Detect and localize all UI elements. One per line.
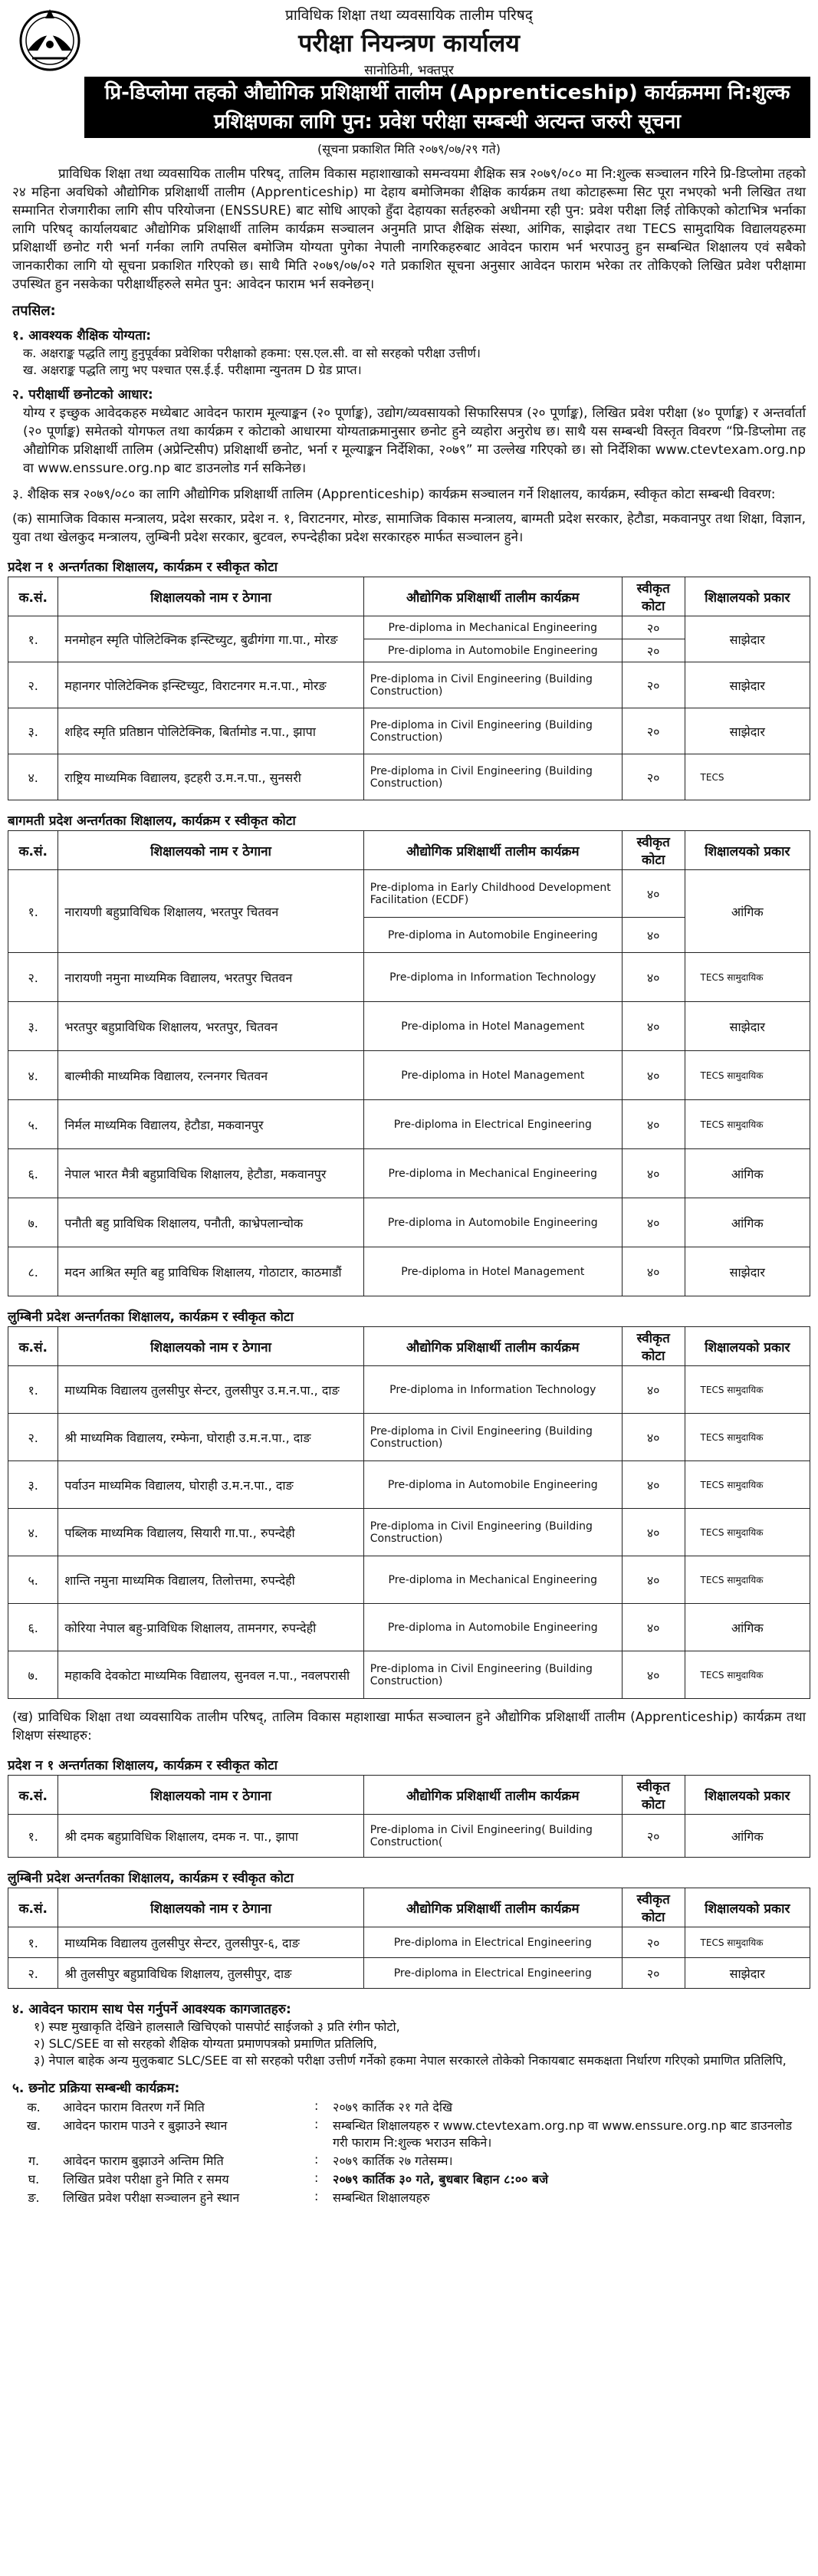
table-row (8, 1604, 810, 1651)
row-school-name: माध्यमिक विद्यालय तुलसीपुर सेन्टर, तुलसीपुर उ.म.न.पा., दाङ (58, 1366, 363, 1414)
row-school-name: नेपाल भारत मैत्री बहुप्राविधिक शिक्षालय, हेटौडा, मकवानपुर (58, 1149, 363, 1198)
row-school-type: TECS सामुदायिक (685, 1927, 810, 1958)
table-row (8, 616, 810, 639)
table-row (8, 953, 810, 1002)
office-address: सानोठिमी, भक्तपुर (364, 63, 454, 78)
row-serial: २. (8, 1958, 58, 1989)
schedule-key: क. (27, 2100, 41, 2114)
schedule-key: ग. (28, 2154, 40, 2168)
bag-table (8, 830, 810, 1296)
row-school-type: आंगिक (685, 1815, 810, 1858)
row-serial: ७. (8, 1651, 58, 1699)
table-row (8, 870, 810, 918)
table-header-row (8, 1888, 810, 1927)
schedule-key: घ. (28, 2172, 40, 2187)
column-header-school: शिक्षालयको नाम र ठेगाना (58, 1327, 363, 1366)
intro-paragraph: प्राविधिक शिक्षा तथा व्यवसायिक तालीम परिषद्, तालिम विकास महाशाखाको समन्वयमा शैक्षिक सत्र २०७९/०८० मा नि:शुल्क सञ्चालन गरिने प्रि-डिप्लोमा तहको २४ महिना अवधिको औद्योगिक प्रशिक्षार्थी तालीम (Apprenticeship) मा देहाय बमोजिमका शैक्षिक कार्यक्रम तथा कोटाहरूमा सिट पूरा नभएको भनी लिखित तथा सम्मानित रोजगारीका लागि सीप परियोजना (ENSSURE) बाट सोधि आएको हुँदा देहायका सर्तहरुको अधीनमा रही पुन: प्रवेश परीक्षा लिई तोकिएको कोटाभित्र भर्नाका लागि परिषद् कार्यालयबाट औद्योगिक प्रशिक्षार्थी तालिम कार्यक्रम सञ्चालन अनुमति प्राप्त शैक्षिक संस्था, आंगिक, साझेदार तथा TECS सामुदायिक विद्यालयहरुमा प्रशिक्षार्थी छनोट गरी भर्ना गर्नका लागि तपसिल बमोजिम योग्यता पुगेका नेपाली नागरिकहरुबाट आवेदन फाराम भर्न भरपाउनु हुन सम्बन्धित शिक्षालय एवं सबैको जानकारीका लागि यो सूचना प्रकाशित गरिएको छ। साथै मिति २०७९/०७/०२ गते प्रकाशित सूचना अनुसार आवेदन फाराम भरेका तर तोकिएको लिखित प्रवेश परीक्षामा उपस्थित हुन नसकेका परीक्षार्थीहरुले समेत पुन: आवेदन फाराम भर्न सक्नेछन्। (12, 166, 806, 292)
column-header-program: औद्योगिक प्रशिक्षार्थी तालीम कार्यक्रम (363, 577, 622, 616)
column-header-type: शिक्षालयको प्रकार (685, 577, 810, 616)
qualification-heading: १. आवश्यक शैक्षिक योग्यता: (12, 328, 152, 343)
banner-line-2: प्रशिक्षणका लागि पुन: प्रवेश परीक्षा सम्बन्धी अत्यन्त जरुरी सूचना (213, 110, 682, 133)
row-serial: ८. (8, 1247, 58, 1296)
banner-line-1: प्रि-डिप्लोमा तहको औद्योगिक प्रशिक्षार्थी तालीम (Apprenticeship) कार्यक्रममा नि:शुल्क (104, 81, 790, 104)
row-school-name: पब्लिक माध्यमिक विद्यालय, सियारी गा.पा., रुपन्देही (58, 1509, 363, 1556)
documents-line: १) स्पष्ट मुखाकृति देखिने हालसालै खिचिएको पासपोर्ट साईजको ३ प्रति रंगीन फोटो, (34, 2019, 400, 2034)
row-school-name: महाकवि देवकोटा माध्यमिक विद्यालय, सुनवल न.पा., नवलपरासी (58, 1651, 363, 1699)
row-school-type: TECS सामुदायिक (685, 1651, 810, 1699)
notice-header (8, 0, 810, 78)
column-header-quota: स्वीकृत कोटा (622, 1327, 685, 1366)
row-serial: ६. (8, 1149, 58, 1198)
row-serial: ३. (8, 1461, 58, 1509)
column-header-type: शिक्षालयको प्रकार (685, 1888, 810, 1927)
table-row (8, 1556, 810, 1604)
section3-ka-text: (क) सामाजिक विकास मन्त्रालय, प्रदेश सरकार, प्रदेश न. १, विराटनगर, मोरङ, सामाजिक विकास मन्त्रालय, बाग्मती प्रदेश सरकार, हेटौडा, मकवानपुर तथा शिक्षा, विज्ञान, युवा तथा खेलकुद मन्त्रालय, लुम्बिनी प्रदेश सरकार, बुटवल, रुपन्देहीका प्रदेश सरकारहरु मार्फत सञ्चालन हुने। (12, 511, 806, 545)
schedule-row (8, 2116, 810, 2151)
lum-table (8, 1326, 810, 1699)
row-quota: ४० (622, 1509, 685, 1556)
column-header-program: औद्योगिक प्रशिक्षार्थी तालीम कार्यक्रम (363, 1327, 622, 1366)
row-quota: ४० (622, 1149, 685, 1198)
column-header-type: शिक्षालयको प्रकार (685, 1327, 810, 1366)
column-header-school: शिक्षालयको नाम र ठेगाना (58, 1888, 363, 1927)
row-school-name: श्री माध्यमिक विद्यालय, रम्फेना, घोराही उ.म.न.पा., दाङ (58, 1414, 363, 1461)
schedule-row (8, 2098, 810, 2116)
schedule-value: सम्बन्धित शिक्षालयहरु (333, 2190, 430, 2205)
row-school-name: नारायणी बहुप्राविधिक शिक्षालय, भरतपुर चितवन (58, 870, 363, 953)
row-quota: २० (622, 1815, 685, 1858)
row-program: Pre-diploma in Civil Engineering( Building Construction( (363, 1815, 622, 1858)
row-serial: ५. (8, 1100, 58, 1149)
p1-table (8, 577, 810, 800)
schedule-row (8, 2170, 810, 2188)
row-school-name: शान्ति नमुना माध्यमिक विद्यालय, तिलोत्तमा, रुपन्देही (58, 1556, 363, 1604)
p1-table-title: प्रदेश न १ अन्तर्गतका शिक्षालय, कार्यक्रम र स्वीकृत कोटा (8, 560, 278, 575)
row-school-name: निर्मल माध्यमिक विद्यालय, हेटौडा, मकवानपुर (58, 1100, 363, 1149)
table-row (8, 1414, 810, 1461)
column-header-program: औद्योगिक प्रशिक्षार्थी तालीम कार्यक्रम (363, 1776, 622, 1815)
row-school-type: आंगिक (685, 1149, 810, 1198)
row-school-type: आंगिक (685, 1198, 810, 1247)
schedule-value: २०७९ कार्तिक ३० गते, बुधबार बिहान ८:०० बजे (333, 2172, 549, 2187)
row-program: Pre-diploma in Automobile Engineering (363, 1461, 622, 1509)
row-quota: ४० (622, 1247, 685, 1296)
row-school-type: आंगिक (685, 1604, 810, 1651)
bag-table-title: बागमती प्रदेश अन्तर्गतका शिक्षालय, कार्यक्रम र स्वीकृत कोटा (8, 813, 296, 829)
row-program: Pre-diploma in Automobile Engineering (363, 639, 622, 662)
row-school-type: साझेदार (685, 1958, 810, 1989)
schedule-label: लिखित प्रवेश परीक्षा सञ्चालन हुने स्थान (63, 2190, 240, 2205)
column-header-type: शिक्षालयको प्रकार (685, 831, 810, 870)
column-header-type: शिक्षालयको प्रकार (685, 1776, 810, 1815)
schedule-label: लिखित प्रवेश परीक्षा हुने मिति र समय (63, 2172, 229, 2187)
row-serial: १. (8, 1927, 58, 1958)
documents-heading: ४. आवेदन फाराम साथ पेस गर्नुपर्ने आवश्यक कागजातहरु: (12, 2002, 291, 2017)
column-header-quota: स्वीकृत कोटा (622, 1776, 685, 1815)
table-row (8, 1651, 810, 1699)
row-serial: ७. (8, 1198, 58, 1247)
row-quota: २० (622, 616, 685, 639)
row-quota: २० (622, 754, 685, 800)
schedule-value: २०७९ कार्तिक २१ गते देखि (333, 2100, 453, 2114)
schedule-colon: : (314, 2117, 319, 2131)
documents-line: ३) नेपाल बाहेक अन्य मुलुकबाट SLC/SEE वा सो सरहको परीक्षा उत्तीर्ण गर्नेको हकमा नेपाल सरकारले तोकेको निकायबाट समकक्षता निर्धारण गरिएको प्रमाणित प्रतिलिपि, (34, 2053, 787, 2068)
column-header-school: शिक्षालयको नाम र ठेगाना (58, 1776, 363, 1815)
schedule-colon: : (314, 2189, 319, 2203)
row-program: Pre-diploma in Hotel Management (363, 1247, 622, 1296)
table-row (8, 1461, 810, 1509)
row-program: Pre-diploma in Information Technology (363, 953, 622, 1002)
row-school-name: महानगर पोलिटेक्निक इन्स्टिच्युट, विराटनगर म.न.पा., मोरङ (58, 662, 363, 708)
row-quota: ४० (622, 1651, 685, 1699)
column-header-program: औद्योगिक प्रशिक्षार्थी तालीम कार्यक्रम (363, 1888, 622, 1927)
row-program: Pre-diploma in Early Childhood Development Facilitation (ECDF) (363, 870, 622, 918)
row-school-type: TECS सामुदायिक (685, 1051, 810, 1100)
row-program: Pre-diploma in Automobile Engineering (363, 1604, 622, 1651)
row-quota: २० (622, 1958, 685, 1989)
row-serial: ४. (8, 754, 58, 800)
row-quota: ४० (622, 1100, 685, 1149)
row-school-name: नारायणी नमुना माध्यमिक विद्यालय, भरतपुर चितवन (58, 953, 363, 1002)
row-program: Pre-diploma in Civil Engineering (Building Construction) (363, 1414, 622, 1461)
row-quota: ४० (622, 1604, 685, 1651)
row-program: Pre-diploma in Hotel Management (363, 1051, 622, 1100)
row-school-name: पर्वाउन माध्यमिक विद्यालय, घोराही उ.म.न.पा., दाङ (58, 1461, 363, 1509)
row-program: Pre-diploma in Electrical Engineering (363, 1927, 622, 1958)
office-name: परीक्षा नियन्त्रण कार्यालय (298, 28, 520, 58)
row-school-type: TECS (685, 754, 810, 800)
row-serial: २. (8, 953, 58, 1002)
row-serial: २. (8, 1414, 58, 1461)
row-quota: ४० (622, 953, 685, 1002)
selection-basis-text: योग्य र इच्छुक आवेदकहरु मध्येबाट आवेदन फाराम मूल्याङ्कन (२० पूर्णाङ्क), उद्योग/व्यवसायको सिफारिसपत्र (२० पूर्णाङ्क), लिखित प्रवेश परीक्षा (४० पूर्णाङ्क) र अन्तर्वार्ता (२० पूर्णाङ्क) समेतको योगफल तथा कार्यक्रम र कोटाको आधारमा योग्यताक्रमानुसार छनोट हुने व्यहोरा अनुरोध छ। साथै यस सम्बन्धी विस्तृत विवरण “प्रि-डिप्लोमा तह औद्योगिक प्रशिक्षार्थी तालिम (अप्रेन्टिसीप) प्रशिक्षार्थी छनोट, भर्ना र मूल्याङ्कन निर्देशिका, २०७९” मा उल्लेख गरिएको छ। सो निर्देशिका www.ctevtexam.org.np वा www.enssure.org.np बाट डाउनलोड गर्न सकिनेछ। (23, 406, 806, 476)
council-name: प्राविधिक शिक्षा तथा व्यवसायिक तालीम परिषद् (285, 7, 533, 24)
row-serial: १. (8, 870, 58, 953)
column-header-sn: क.सं. (8, 831, 58, 870)
row-school-type: साझेदार (685, 708, 810, 754)
table-row (8, 1366, 810, 1414)
row-program: Pre-diploma in Hotel Management (363, 1002, 622, 1051)
row-serial: १. (8, 1366, 58, 1414)
row-quota: ४० (622, 1002, 685, 1051)
row-serial: १. (8, 1815, 58, 1858)
row-quota: ४० (622, 1051, 685, 1100)
row-school-name: शहिद स्मृति प्रतिष्ठान पोलिटेक्निक, बिर्तामोड न.पा., झापा (58, 708, 363, 754)
row-school-name: राष्ट्रिय माध्यमिक विद्यालय, इटहरी उ.म.न.पा., सुनसरी (58, 754, 363, 800)
row-quota: ४० (622, 870, 685, 918)
column-header-sn: क.सं. (8, 1776, 58, 1815)
row-quota: ४० (622, 1461, 685, 1509)
table-row (8, 754, 810, 800)
table-header-row (8, 1776, 810, 1815)
row-quota: ४० (622, 918, 685, 953)
table-row (8, 1149, 810, 1198)
lumb-table-title: लुम्बिनी प्रदेश अन्तर्गतका शिक्षालय, कार्यक्रम र स्वीकृत कोटा (8, 1871, 294, 1886)
row-school-name: मदन आश्रित स्मृति बहु प्राविधिक शिक्षालय, गोठाटार, काठमाडौं (58, 1247, 363, 1296)
p1b-table (8, 1775, 810, 1858)
row-school-name: श्री तुलसीपुर बहुप्राविधिक शिक्षालय, तुलसीपुर, दाङ (58, 1958, 363, 1989)
row-serial: ६. (8, 1604, 58, 1651)
qualification-line: क. अक्षराङ्क पद्धति लागु हुनुपूर्वका प्रवेशिका परीक्षाको हकमा: एस.एल.सी. वा सो सरहको परीक्षा उत्तीर्ण। (23, 346, 481, 360)
schedule-key: ङ. (28, 2190, 40, 2205)
schedule-colon: : (314, 2170, 319, 2185)
row-quota: २० (622, 1927, 685, 1958)
row-school-type: साझेदार (685, 616, 810, 662)
table-row (8, 1927, 810, 1958)
table-row (8, 1100, 810, 1149)
documents-line: २) SLC/SEE वा सो सरहको शैक्षिक योग्यता प्रमाणपत्रको प्रमाणित प्रतिलिपि, (34, 2036, 377, 2051)
schedule-key: ख. (26, 2118, 41, 2133)
tapasil-heading: तपसिल: (12, 303, 56, 319)
table-row (8, 1002, 810, 1051)
row-serial: ४. (8, 1509, 58, 1556)
row-school-name: बाल्मीकी माध्यमिक विद्यालय, रत्ननगर चितवन (58, 1051, 363, 1100)
schedule-table (8, 2098, 810, 2206)
row-school-type: TECS सामुदायिक (685, 1461, 810, 1509)
row-serial: ४. (8, 1051, 58, 1100)
row-program: Pre-diploma in Electrical Engineering (363, 1100, 622, 1149)
row-program: Pre-diploma in Automobile Engineering (363, 918, 622, 953)
row-quota: ४० (622, 1366, 685, 1414)
p1b-table-title: प्रदेश न १ अन्तर्गतका शिक्षालय, कार्यक्रम र स्वीकृत कोटा (8, 1758, 278, 1773)
schedule-colon: : (314, 2098, 319, 2113)
column-header-program: औद्योगिक प्रशिक्षार्थी तालीम कार्यक्रम (363, 831, 622, 870)
row-program: Pre-diploma in Automobile Engineering (363, 1198, 622, 1247)
row-serial: १. (8, 616, 58, 662)
schedule-label: आवेदन फाराम बुझाउने अन्तिम मिति (63, 2154, 224, 2168)
row-school-type: आंगिक (685, 870, 810, 953)
column-header-quota: स्वीकृत कोटा (622, 577, 685, 616)
row-serial: ५. (8, 1556, 58, 1604)
row-school-name: माध्यमिक विद्यालय तुलसीपुर सेन्टर, तुलसीपुर-६, दाङ (58, 1927, 363, 1958)
row-school-name: मनमोहन स्मृति पोलिटेक्निक इन्स्टिच्युट, बुढीगंगा गा.पा., मोरङ (58, 616, 363, 662)
row-quota: २० (622, 639, 685, 662)
table-header-row (8, 1327, 810, 1366)
schedule-heading: ५. छनोट प्रक्रिया सम्बन्धी कार्यक्रम: (12, 2081, 180, 2096)
row-serial: २. (8, 662, 58, 708)
column-header-sn: क.सं. (8, 1888, 58, 1927)
table-row (8, 1509, 810, 1556)
row-school-type: TECS सामुदायिक (685, 1414, 810, 1461)
schedule-row (8, 2188, 810, 2206)
row-school-type: साझेदार (685, 662, 810, 708)
row-quota: ४० (622, 1414, 685, 1461)
table-row (8, 708, 810, 754)
column-header-sn: क.सं. (8, 1327, 58, 1366)
table-row (8, 1051, 810, 1100)
row-quota: २० (622, 662, 685, 708)
row-program: Pre-diploma in Civil Engineering (Building Construction) (363, 754, 622, 800)
table-header-row (8, 831, 810, 870)
selection-basis-heading: २. परीक्षार्थी छनोटको आधार: (12, 387, 153, 402)
column-header-school: शिक्षालयको नाम र ठेगाना (58, 831, 363, 870)
row-school-name: श्री दमक बहुप्राविधिक शिक्षालय, दमक न. पा., झापा (58, 1815, 363, 1858)
column-header-sn: क.सं. (8, 577, 58, 616)
row-school-type: TECS सामुदायिक (685, 1556, 810, 1604)
row-program: Pre-diploma in Mechanical Engineering (363, 1556, 622, 1604)
section3-kha-text: (ख) प्राविधिक शिक्षा तथा व्यवसायिक तालीम परिषद्, तालिम विकास महाशाखा मार्फत सञ्चालन हुने औद्योगिक प्रशिक्षार्थी तालीम (Apprenticeship) कार्यक्रम तथा शिक्षण संस्थाहरु: (12, 1710, 806, 1743)
qualification-line: ख. अक्षराङ्क पद्धति लागु भए पश्चात एस.ई.ई. परीक्षामा न्युनतम D ग्रेड प्राप्त। (23, 363, 362, 377)
column-header-quota: स्वीकृत कोटा (622, 831, 685, 870)
row-school-type: TECS सामुदायिक (685, 1366, 810, 1414)
notice-banner (84, 77, 810, 138)
table-header-row (8, 577, 810, 616)
table-row (8, 662, 810, 708)
row-school-name: पनौती बहु प्राविधिक शिक्षालय, पनौती, काभ्रेपलान्चोक (58, 1198, 363, 1247)
schedule-value: २०७९ कार्तिक २७ गतेसम्म। (333, 2154, 453, 2168)
publication-date: (सूचना प्रकाशित मिति २०७९/०७/२९ गते) (317, 142, 501, 156)
row-program: Pre-diploma in Civil Engineering (Building Construction) (363, 662, 622, 708)
lumb-table (8, 1888, 810, 1989)
row-program: Pre-diploma in Civil Engineering (Building Construction) (363, 1651, 622, 1699)
schedule-row (8, 2151, 810, 2170)
column-header-quota: स्वीकृत कोटा (622, 1888, 685, 1927)
schedule-label: आवेदन फाराम पाउने र बुझाउने स्थान (63, 2118, 228, 2133)
column-header-school: शिक्षालयको नाम र ठेगाना (58, 577, 363, 616)
row-quota: २० (622, 708, 685, 754)
row-quota: ४० (622, 1198, 685, 1247)
row-program: Pre-diploma in Mechanical Engineering (363, 616, 622, 639)
schedule-colon: : (314, 2152, 319, 2167)
row-serial: ३. (8, 708, 58, 754)
schedule-label: आवेदन फाराम वितरण गर्ने मिति (63, 2100, 205, 2114)
row-serial: ३. (8, 1002, 58, 1051)
row-school-type: TECS सामुदायिक (685, 1100, 810, 1149)
row-school-type: TECS सामुदायिक (685, 1509, 810, 1556)
row-quota: ४० (622, 1556, 685, 1604)
table-row (8, 1247, 810, 1296)
row-program: Pre-diploma in Civil Engineering (Building Construction) (363, 708, 622, 754)
section3-text: ३. शैक्षिक सत्र २०७९/०८० का लागि औद्योगिक प्रशिक्षार्थी तालिम (Apprenticeship) कार्यक्रम सञ्चालन गर्ने शिक्षालय, कार्यक्रम, स्वीकृत कोटा सम्बन्धी विवरण: (12, 487, 776, 502)
row-school-name: कोरिया नेपाल बहु-प्राविधिक शिक्षालय, तामनगर, रुपन्देही (58, 1604, 363, 1651)
row-school-type: TECS सामुदायिक (685, 953, 810, 1002)
table-row (8, 1958, 810, 1989)
row-program: Pre-diploma in Civil Engineering (Building Construction) (363, 1509, 622, 1556)
table-row (8, 1198, 810, 1247)
lum-table-title: लुम्बिनी प्रदेश अन्तर्गतका शिक्षालय, कार्यक्रम र स्वीकृत कोटा (8, 1309, 294, 1325)
notice-page (8, 0, 810, 2206)
schedule-value: सम्बन्धित शिक्षालयहरु र www.ctevtexam.org.np वा www.enssure.org.np बाट डाउनलोड गरी फाराम नि:शुल्क भराउन सकिने। (333, 2118, 793, 2150)
row-program: Pre-diploma in Information Technology (363, 1366, 622, 1414)
row-school-type: साझेदार (685, 1247, 810, 1296)
row-program: Pre-diploma in Electrical Engineering (363, 1958, 622, 1989)
government-emblem-icon (17, 5, 83, 74)
table-row (8, 1815, 810, 1858)
row-program: Pre-diploma in Mechanical Engineering (363, 1149, 622, 1198)
row-school-type: साझेदार (685, 1002, 810, 1051)
row-school-name: भरतपुर बहुप्राविधिक शिक्षालय, भरतपुर, चितवन (58, 1002, 363, 1051)
